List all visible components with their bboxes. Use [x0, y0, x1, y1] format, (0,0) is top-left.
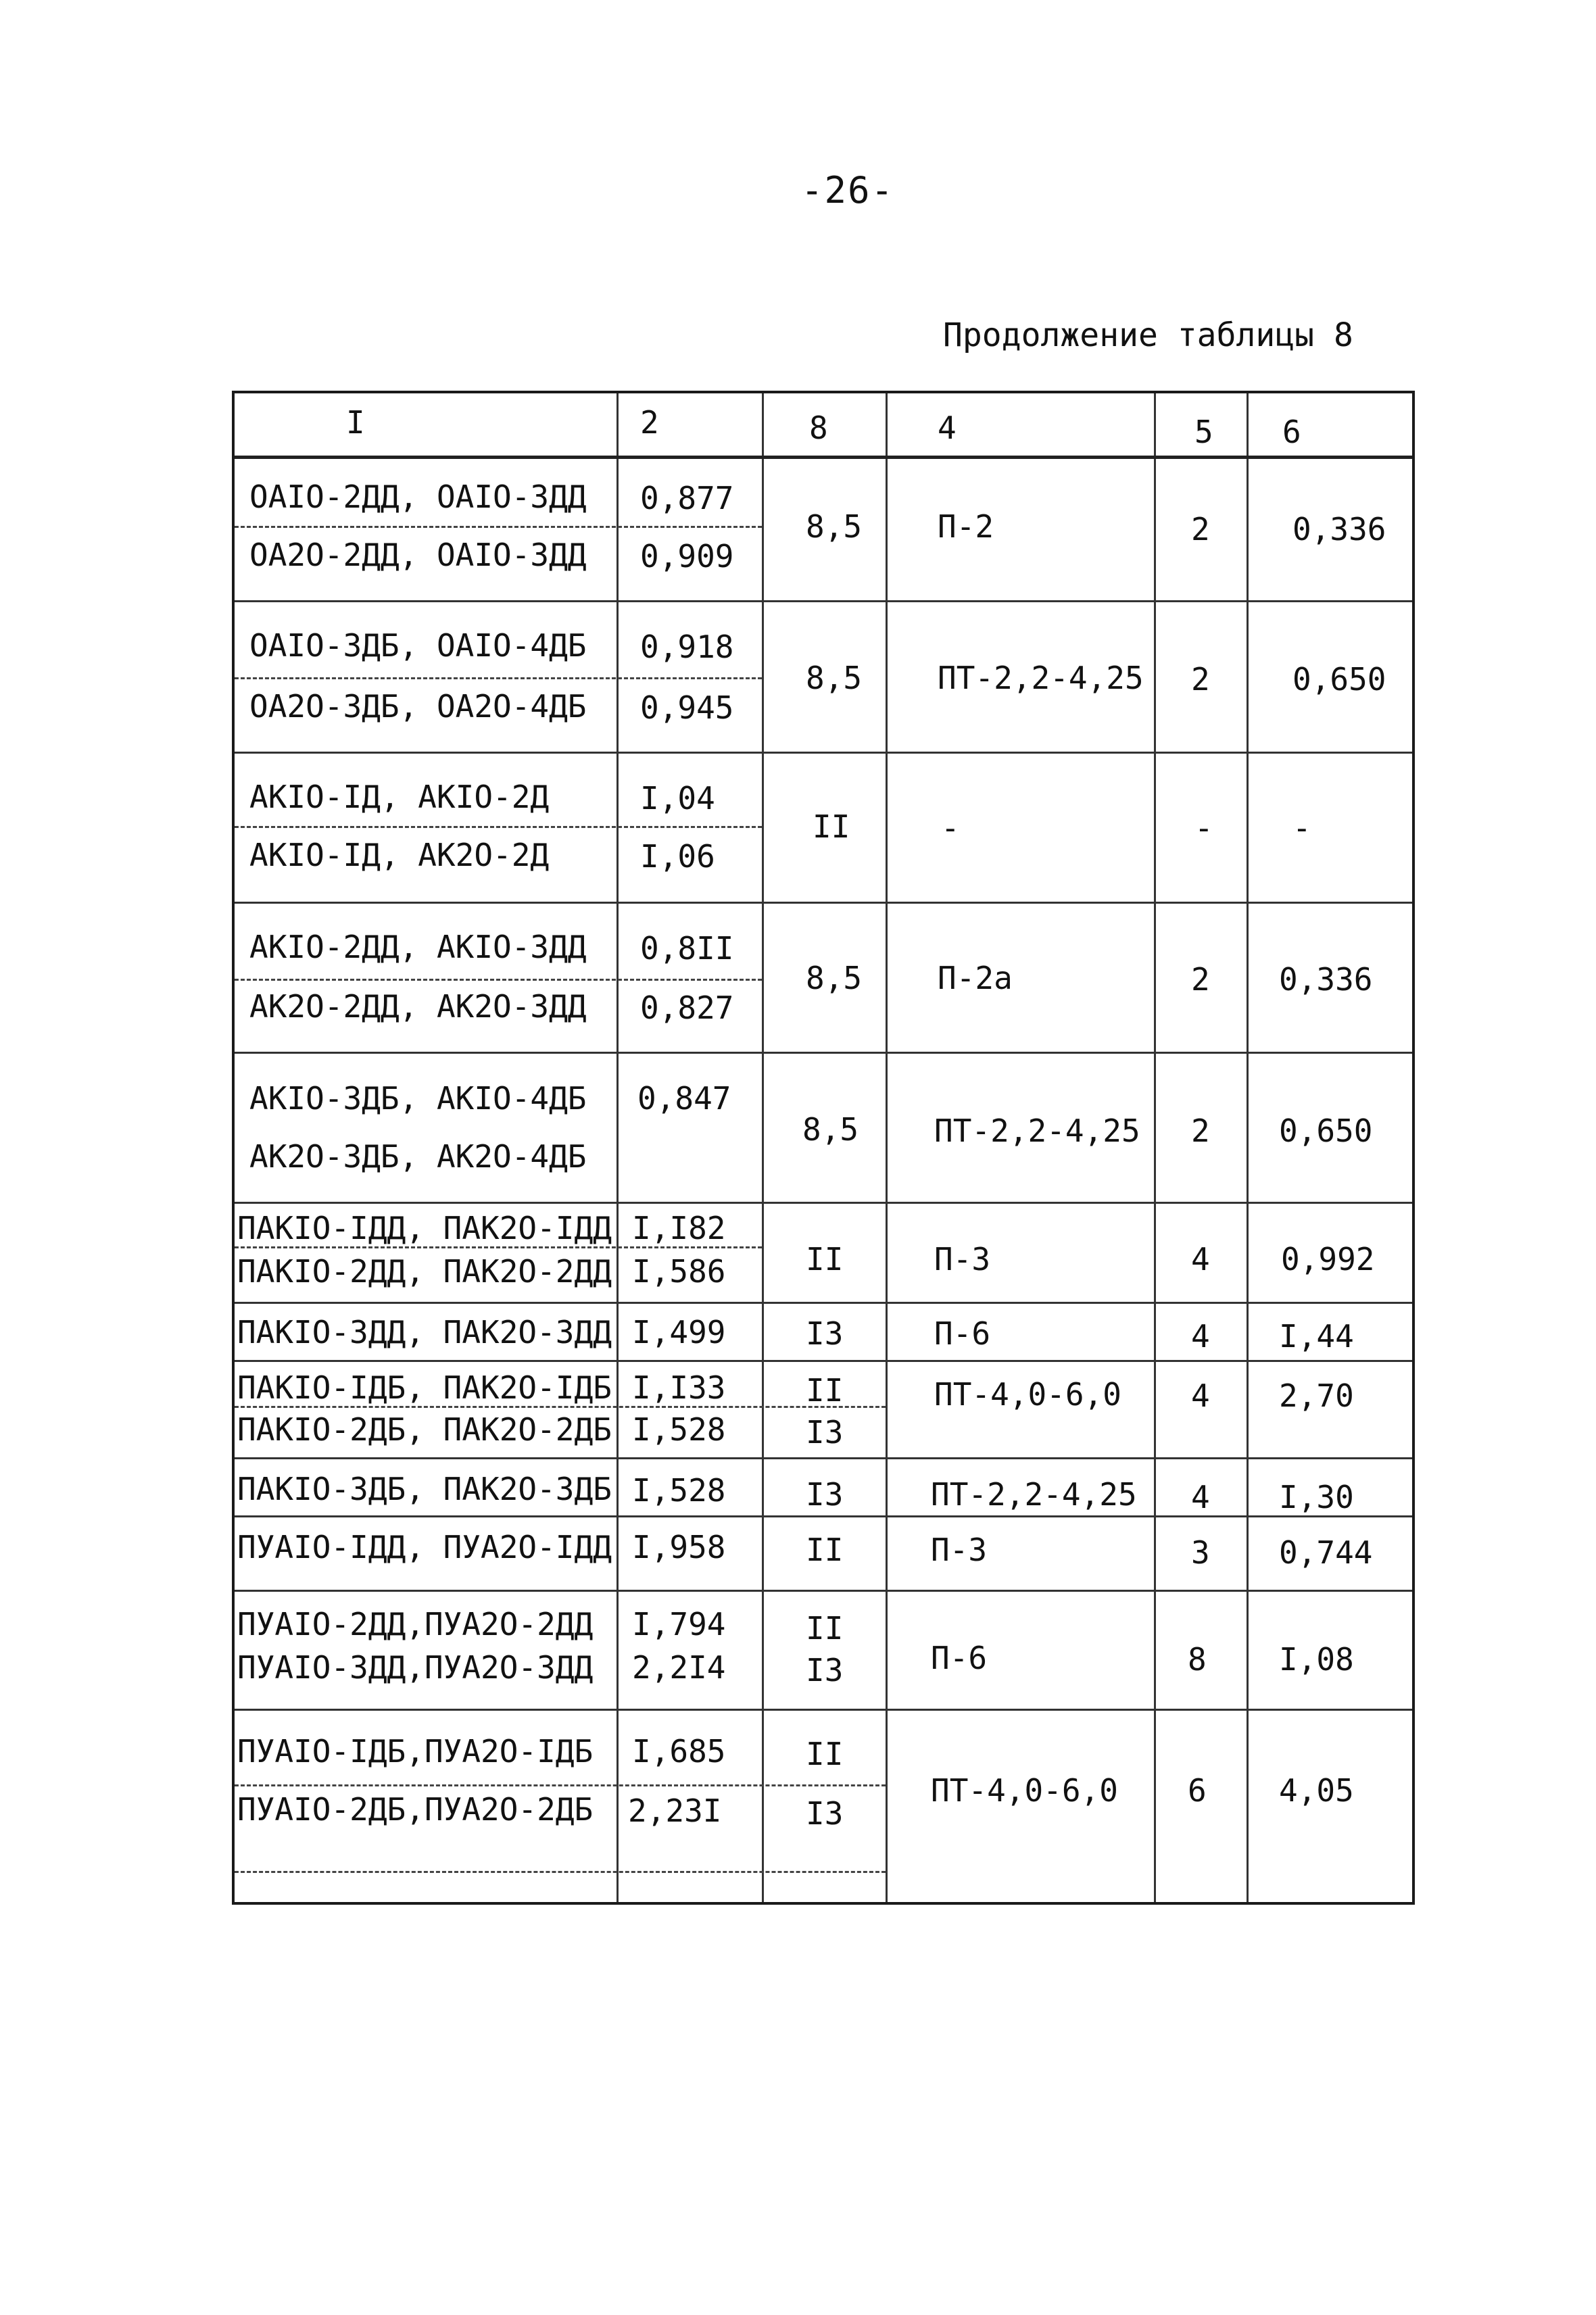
- cell-col-3: I3: [806, 1652, 844, 1688]
- row-name: АКIО-IД, АК2О-2Д: [249, 837, 550, 873]
- cell-col-5: 4: [1191, 1318, 1210, 1355]
- group-divider: [235, 1302, 1412, 1304]
- header-col-4: 4: [938, 410, 957, 446]
- row-name: АКIО-IД, АКIО-2Д: [249, 779, 550, 815]
- cell-col-5: -: [1194, 810, 1213, 846]
- cell-col-2: 2,23I: [628, 1793, 722, 1829]
- cell-col-6: 0,992: [1281, 1241, 1375, 1277]
- header-rule: [235, 456, 1412, 459]
- cell-col-6: 0,336: [1279, 961, 1373, 998]
- row-name: ПУАIО-2ДД,ПУА2О-2ДД: [237, 1606, 594, 1642]
- cell-col-4: ПТ-2,2-4,25: [931, 1476, 1137, 1513]
- cell-col-5: 8: [1188, 1641, 1207, 1678]
- cell-col-5: 2: [1191, 661, 1210, 698]
- row-name: ПАКIО-3ДБ, ПАК2О-3ДБ: [237, 1471, 612, 1507]
- group-divider: [235, 1515, 1412, 1517]
- cell-col-3: 8,5: [806, 960, 863, 996]
- row-divider: [235, 826, 762, 828]
- cell-col-2: I,04: [640, 780, 715, 817]
- cell-col-5: 6: [1188, 1772, 1207, 1809]
- cell-col-5: 4: [1191, 1378, 1210, 1414]
- cell-col-2: I,685: [632, 1733, 726, 1770]
- table-caption: Продолжение таблицы 8: [943, 316, 1353, 354]
- cell-col-5: 4: [1191, 1479, 1210, 1515]
- cell-col-4: ПТ-2,2-4,25: [934, 1113, 1140, 1149]
- column-divider: [886, 393, 888, 1902]
- cell-col-3: 8,5: [806, 508, 863, 545]
- cell-col-4: ПТ-4,0-6,0: [931, 1772, 1118, 1809]
- cell-col-2: I,586: [632, 1253, 726, 1290]
- row-name: ОАIО-3ДБ, ОАIО-4ДБ: [249, 627, 587, 664]
- group-divider: [235, 752, 1412, 754]
- column-divider: [616, 393, 619, 1902]
- cell-col-5: 2: [1191, 961, 1210, 998]
- cell-col-2: I,06: [640, 838, 715, 875]
- cell-col-4: ПТ-4,0-6,0: [934, 1376, 1121, 1413]
- row-divider: [235, 979, 762, 981]
- cell-col-4: П-3: [931, 1532, 988, 1568]
- cell-col-2: 0,918: [640, 629, 734, 665]
- group-divider: [235, 1457, 1412, 1459]
- cell-col-4: П-6: [934, 1315, 991, 1352]
- cell-col-4: П-3: [934, 1241, 991, 1277]
- row-name: ПАКIО-IДБ, ПАК2О-IДБ: [237, 1369, 612, 1406]
- row-divider: [235, 1784, 886, 1786]
- cell-col-3: I3: [806, 1795, 844, 1832]
- row-name: ПУАIО-2ДБ,ПУА2О-2ДБ: [237, 1791, 594, 1828]
- row-name: ПАКIО-IДД, ПАК2О-IДД: [237, 1210, 612, 1246]
- cell-col-3: 8,5: [802, 1111, 859, 1148]
- cell-col-3: II: [806, 1372, 844, 1409]
- row-name: ПУАIО-IДБ,ПУА2О-IДБ: [237, 1733, 594, 1770]
- row-name: ПАКIО-2ДД, ПАК2О-2ДД: [237, 1253, 612, 1290]
- row-divider: [235, 1246, 762, 1248]
- group-divider: [235, 1202, 1412, 1204]
- row-name: АК2О-3ДБ, АК2О-4ДБ: [249, 1138, 587, 1175]
- row-divider: [235, 1871, 886, 1873]
- page-number: -26-: [801, 169, 895, 212]
- group-divider: [235, 600, 1412, 602]
- row-name: ПАКIО-2ДБ, ПАК2О-2ДБ: [237, 1411, 612, 1448]
- cell-col-2: I,I33: [632, 1369, 726, 1406]
- row-divider: [235, 677, 762, 679]
- cell-col-3: II: [813, 808, 850, 845]
- cell-col-6: 4,05: [1279, 1772, 1354, 1809]
- cell-col-5: 3: [1191, 1534, 1210, 1571]
- cell-col-5: 4: [1191, 1241, 1210, 1277]
- row-name: ПАКIО-3ДД, ПАК2О-3ДД: [237, 1314, 612, 1350]
- header-col-5: 5: [1194, 414, 1213, 450]
- group-divider: [235, 1360, 1412, 1362]
- column-divider: [1247, 393, 1249, 1902]
- header-col-6: 6: [1282, 414, 1301, 450]
- cell-col-5: 2: [1191, 511, 1210, 547]
- cell-col-6: I,08: [1279, 1641, 1354, 1678]
- cell-col-4: П-2: [938, 508, 994, 545]
- cell-col-2: 0,945: [640, 689, 734, 726]
- cell-col-4: ПТ-2,2-4,25: [938, 660, 1144, 696]
- header-col-1: I: [346, 404, 365, 441]
- cell-col-5: 2: [1191, 1113, 1210, 1149]
- row-name: ОА2О-3ДБ, ОА2О-4ДБ: [249, 688, 587, 725]
- cell-col-2: 0,909: [640, 538, 734, 575]
- group-divider: [235, 902, 1412, 904]
- cell-col-3: I3: [806, 1476, 844, 1513]
- cell-col-3: II: [806, 1241, 844, 1277]
- cell-col-6: I,44: [1279, 1318, 1354, 1355]
- cell-col-3: I3: [806, 1315, 844, 1352]
- cell-col-2: I,I82: [632, 1210, 726, 1246]
- cell-col-3: II: [806, 1610, 844, 1647]
- row-name: АКIО-2ДД, АКIО-3ДД: [249, 929, 587, 965]
- row-name: ПУАIО-3ДД,ПУА2О-3ДД: [237, 1649, 594, 1686]
- cell-col-3: II: [806, 1736, 844, 1772]
- cell-col-2: 0,847: [637, 1080, 731, 1117]
- cell-col-6: 0,336: [1292, 511, 1386, 547]
- row-name: АК2О-2ДД, АК2О-3ДД: [249, 988, 587, 1025]
- cell-col-6: -: [1292, 810, 1311, 846]
- cell-col-2: I,528: [632, 1411, 726, 1448]
- cell-col-2: 0,877: [640, 480, 734, 516]
- cell-col-2: 0,8II: [640, 930, 734, 967]
- header-col-2: 2: [640, 404, 659, 441]
- row-divider: [235, 1406, 886, 1408]
- row-name: ОА2О-2ДД, ОАIО-3ДД: [249, 537, 587, 573]
- cell-col-3: II: [806, 1532, 844, 1568]
- column-divider: [762, 393, 764, 1902]
- group-divider: [235, 1590, 1412, 1592]
- cell-col-2: 0,827: [640, 990, 734, 1026]
- cell-col-6: 0,650: [1279, 1113, 1373, 1149]
- cell-col-4: -: [941, 810, 960, 846]
- cell-col-2: 2,2I4: [632, 1649, 726, 1686]
- cell-col-2: I,794: [632, 1606, 726, 1642]
- group-divider: [235, 1052, 1412, 1054]
- row-name: ПУАIО-IДД, ПУА2О-IДД: [237, 1529, 612, 1565]
- cell-col-2: I,499: [632, 1314, 726, 1350]
- cell-col-2: I,528: [632, 1472, 726, 1509]
- cell-col-6: 0,744: [1279, 1534, 1373, 1571]
- row-name: ОАIО-2ДД, ОАIО-3ДД: [249, 479, 587, 515]
- header-col-3: 8: [809, 410, 828, 446]
- column-divider: [1154, 393, 1156, 1902]
- cell-col-4: П-2а: [938, 960, 1013, 996]
- row-name: АКIО-3ДБ, АКIО-4ДБ: [249, 1080, 587, 1117]
- cell-col-6: I,30: [1279, 1479, 1354, 1515]
- row-divider: [235, 526, 762, 528]
- group-divider: [235, 1709, 1412, 1711]
- cell-col-3: 8,5: [806, 660, 863, 696]
- cell-col-6: 0,650: [1292, 661, 1386, 698]
- cell-col-4: П-6: [931, 1640, 988, 1676]
- cell-col-2: I,958: [632, 1529, 726, 1565]
- data-table: [232, 391, 1415, 1905]
- cell-col-3: I3: [806, 1414, 844, 1451]
- cell-col-6: 2,70: [1279, 1378, 1354, 1414]
